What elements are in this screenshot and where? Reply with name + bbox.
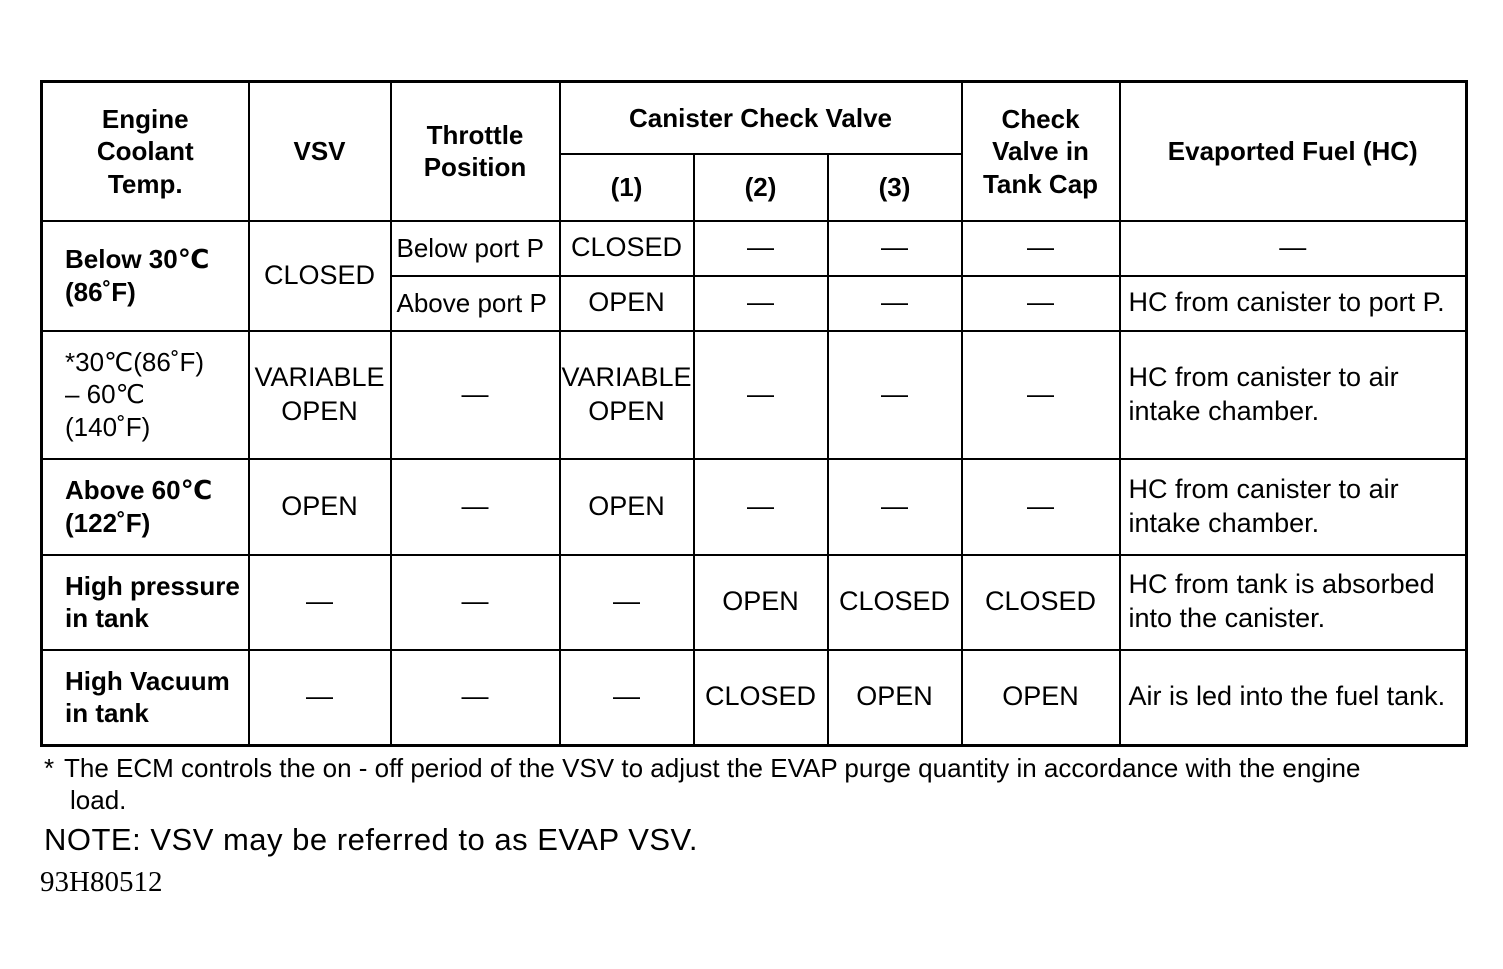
cell-ccv2: OPEN: [694, 555, 828, 650]
cell-hc: Air is led into the fuel tank.: [1120, 650, 1467, 746]
cell-temp: Below 30℃ (86˚F): [42, 221, 249, 331]
header-throttle-position: Throttle Position: [391, 82, 560, 221]
cell-ccv3: —: [828, 276, 962, 331]
cell-ccv3: CLOSED: [828, 555, 962, 650]
cell-tank-cap: OPEN: [962, 650, 1120, 746]
cell-throttle: Below port P: [391, 221, 560, 276]
note-text: NOTE: VSV may be referred to as EVAP VSV.: [44, 822, 698, 857]
cell-tank-cap: —: [962, 459, 1120, 555]
table-row: [42, 459, 1467, 555]
cell-temp: *30℃(86˚F) – 60℃ (140˚F): [42, 331, 249, 459]
header-engine-coolant-temp: Engine Coolant Temp.: [42, 82, 249, 221]
cell-ccv1: CLOSED: [560, 221, 694, 276]
cell-ccv1: OPEN: [560, 459, 694, 555]
cell-ccv3: —: [828, 459, 962, 555]
cell-vsv: OPEN: [249, 459, 391, 555]
header-canister-check-valve: Canister Check Valve: [560, 82, 962, 154]
cell-ccv1: OPEN: [560, 276, 694, 331]
cell-ccv3: OPEN: [828, 650, 962, 746]
cell-tank-cap: —: [962, 221, 1120, 276]
cell-ccv1: —: [560, 555, 694, 650]
cell-vsv: VARIABLE OPEN: [249, 331, 391, 459]
cell-hc: HC from canister to port P.: [1120, 276, 1467, 331]
cell-vsv: —: [249, 555, 391, 650]
header-ccv-2: (2): [694, 154, 828, 221]
cell-throttle: —: [391, 650, 560, 746]
cell-ccv1: —: [560, 650, 694, 746]
cell-temp: High pressure in tank: [42, 555, 249, 650]
cell-ccv2: —: [694, 459, 828, 555]
footnote-line2: load.: [70, 785, 127, 815]
cell-ccv3: —: [828, 221, 962, 276]
cell-ccv2: CLOSED: [694, 650, 828, 746]
cell-ccv2: —: [694, 331, 828, 459]
cell-tank-cap: —: [962, 331, 1120, 459]
header-evaporated-fuel: Evaported Fuel (HC): [1120, 82, 1467, 221]
table-row: [42, 555, 1467, 650]
header-ccv-3: (3): [828, 154, 962, 221]
cell-throttle: —: [391, 459, 560, 555]
cell-temp: High Vacuum in tank: [42, 650, 249, 746]
cell-throttle: —: [391, 331, 560, 459]
header-ccv-1: (1): [560, 154, 694, 221]
footnote-line1: The ECM controls the on - off period of the VSV to adjust the EVAP purge quantity in accordance with the engine: [64, 753, 1361, 783]
header-check-valve-tank-cap: Check Valve in Tank Cap: [962, 82, 1120, 221]
cell-temp: Above 60℃ (122˚F): [42, 459, 249, 555]
table-row: [42, 331, 1467, 459]
table-row: [42, 650, 1467, 746]
footnote-mark: *: [44, 753, 55, 783]
cell-ccv2: —: [694, 221, 828, 276]
cell-ccv1: VARIABLE OPEN: [560, 331, 694, 459]
cell-ccv3: —: [828, 331, 962, 459]
footnote: [44, 752, 1469, 816]
cell-vsv: CLOSED: [249, 221, 391, 331]
cell-hc: —: [1120, 221, 1467, 276]
evap-system-table: [40, 80, 1468, 747]
cell-vsv: —: [249, 650, 391, 746]
cell-ccv2: —: [694, 276, 828, 331]
cell-tank-cap: —: [962, 276, 1120, 331]
cell-throttle: —: [391, 555, 560, 650]
figure-code: 93H80512: [40, 866, 163, 898]
cell-tank-cap: CLOSED: [962, 555, 1120, 650]
cell-hc: HC from canister to air intake chamber.: [1120, 331, 1467, 459]
cell-throttle: Above port P: [391, 276, 560, 331]
table-row: [42, 221, 1467, 276]
cell-hc: HC from canister to air intake chamber.: [1120, 459, 1467, 555]
cell-hc: HC from tank is absorbed into the canister.: [1120, 555, 1467, 650]
header-vsv: VSV: [249, 82, 391, 221]
